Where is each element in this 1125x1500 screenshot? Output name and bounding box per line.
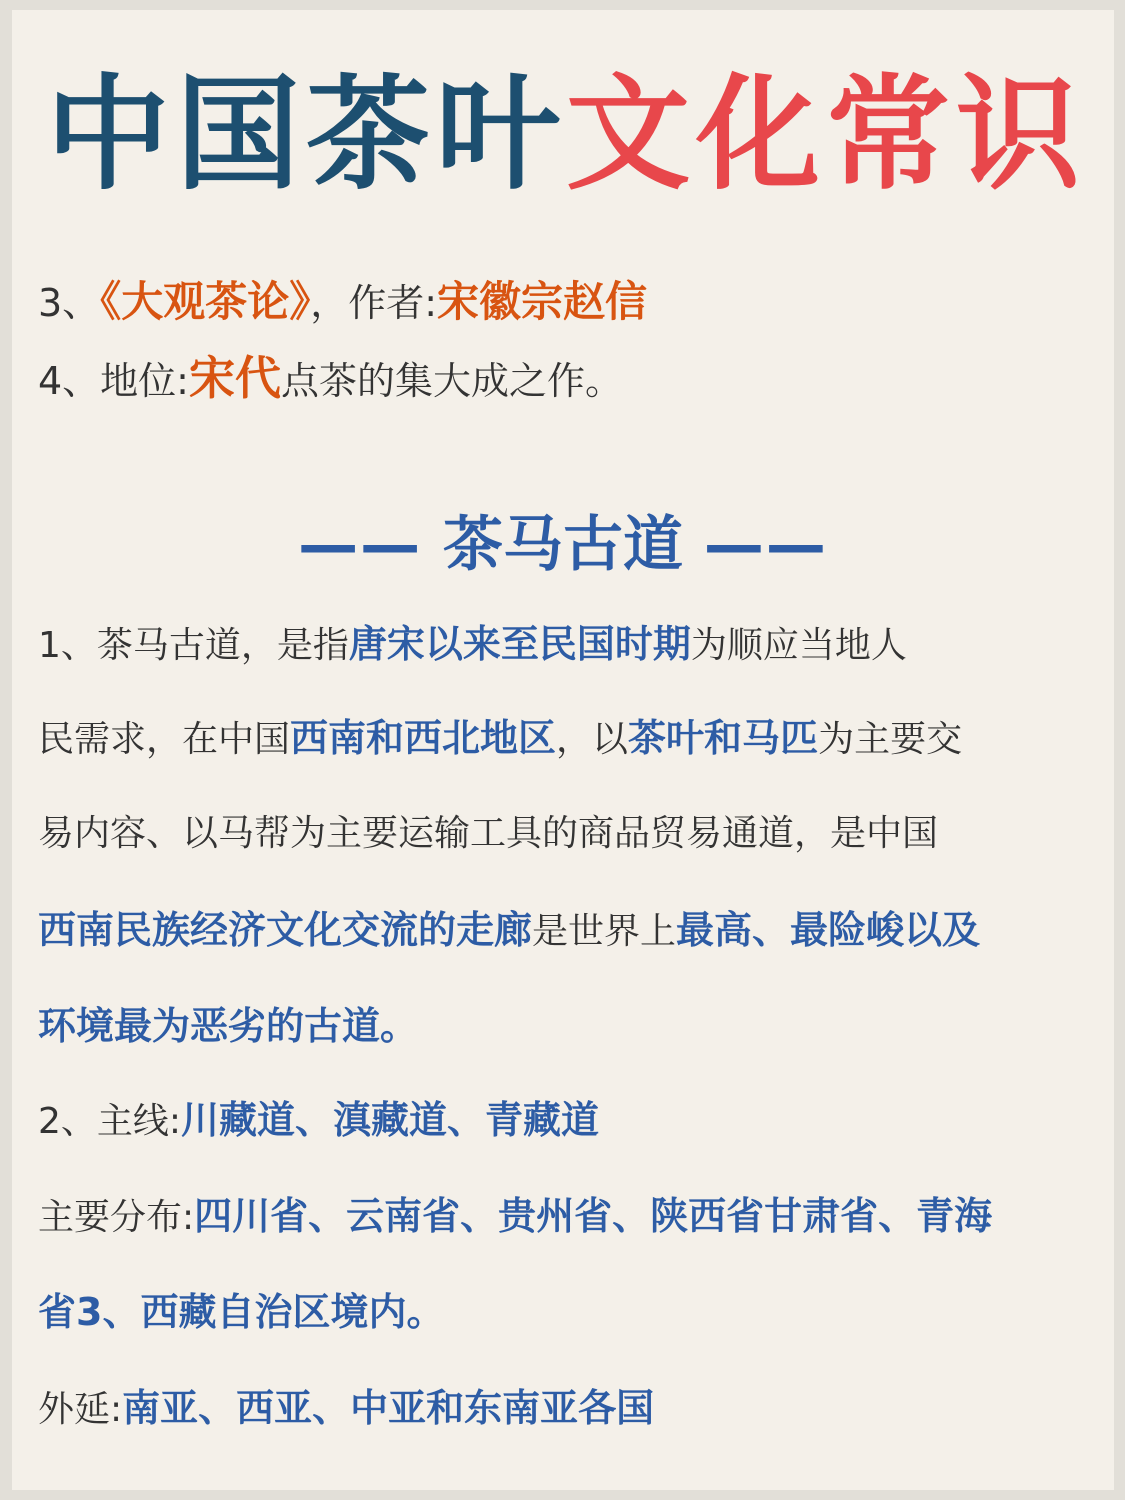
p1-l2-text-3: 为主要交 — [818, 719, 963, 760]
intro-line-4 — [38, 348, 623, 408]
author-name: 宋徽宗赵信 — [437, 277, 648, 326]
heading-dash-right: —— — [703, 510, 828, 580]
book-title: 《大观茶论》 — [100, 277, 311, 326]
p1-l3-text: 易内容、以马帮为主要运输工具的商品贸易通道，是中国 — [38, 813, 939, 854]
distribution-line-2 — [38, 1282, 444, 1342]
paragraph-line-3 — [38, 804, 938, 864]
paragraph-line-1 — [38, 614, 907, 674]
distribution-line-1 — [38, 1186, 992, 1246]
extension-line — [38, 1378, 654, 1438]
title-part-2: 文化常识 — [566, 62, 1087, 207]
paragraph-line-4 — [38, 900, 980, 960]
p1-l4-highlight-2: 最高、最险峻以及 — [676, 908, 981, 952]
p1-l4-highlight-1: 西南民族经济文化交流的走廊 — [38, 908, 533, 952]
extension-label: 外延: — [38, 1389, 123, 1430]
intro-4-highlight: 宋代 — [188, 351, 281, 405]
p1-l2-text-2: ，以 — [556, 719, 629, 760]
intro-3-middle: ，作者: — [310, 281, 438, 325]
distribution-value-2: 省3、西藏自治区境内。 — [38, 1290, 445, 1334]
intro-line-3 — [38, 272, 647, 332]
distribution-label: 主要分布: — [38, 1197, 195, 1238]
extension-value: 南亚、西亚、中亚和东南亚各国 — [122, 1386, 655, 1430]
title-part-1: 中国茶叶 — [46, 62, 567, 207]
paragraph-line-2 — [38, 708, 962, 768]
p1-l1-highlight: 唐宋以来至民国时期 — [348, 622, 691, 666]
intro-3-prefix: 3、 — [38, 281, 101, 325]
mainline-value: 川藏道、滇藏道、青藏道 — [181, 1098, 600, 1142]
distribution-value-1: 四川省、云南省、贵州省、陕西省甘肃省、青海 — [194, 1194, 993, 1238]
p1-l1-text-2: 为顺应当地人 — [690, 625, 907, 666]
p1-l2-text: 民需求，在中国 — [38, 719, 291, 760]
p1-l2-highlight-2: 茶叶和马匹 — [628, 716, 819, 760]
section-heading — [12, 510, 1114, 580]
paragraph-line-5 — [38, 996, 418, 1056]
p1-l5-highlight: 环境最为恶劣的古道。 — [38, 1004, 419, 1048]
p1-l1-text: 1、茶马古道，是指 — [38, 625, 349, 666]
page — [12, 10, 1114, 1490]
mainline-line — [38, 1090, 599, 1150]
intro-4-prefix: 4、地位: — [38, 359, 189, 403]
mainline-label: 2、主线: — [38, 1101, 182, 1142]
p1-l4-text: 是世界上 — [532, 911, 677, 952]
page-title — [46, 60, 1086, 210]
heading-text: 茶马古道 — [443, 510, 683, 580]
heading-dash-left: —— — [298, 510, 423, 580]
intro-4-suffix: 点茶的集大成之作。 — [280, 359, 623, 403]
p1-l2-highlight-1: 西南和西北地区 — [290, 716, 557, 760]
